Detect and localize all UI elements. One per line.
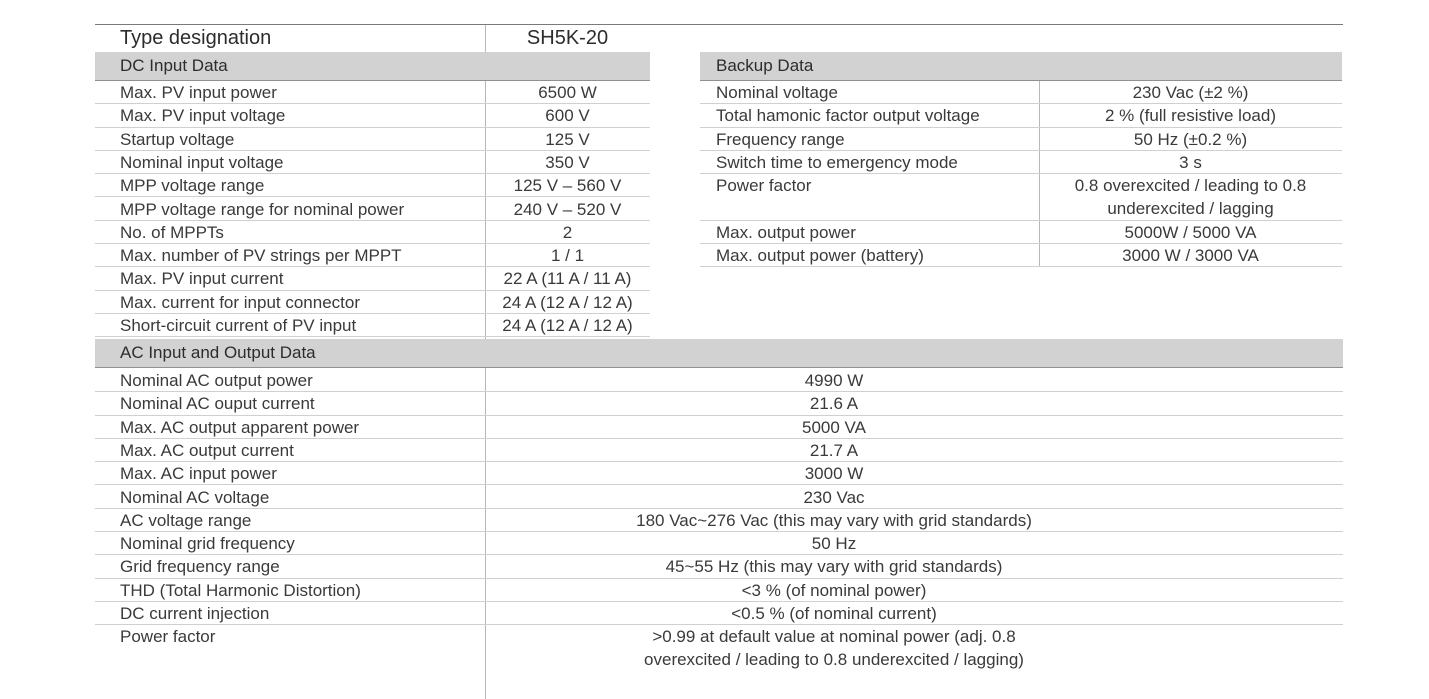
- dc-input-row: [95, 267, 650, 290]
- dc-input-row: [95, 221, 650, 244]
- ac-io-row: [95, 439, 1343, 462]
- dc-input-row-value: 125 V – 560 V: [513, 176, 622, 196]
- ac-io-row: [95, 462, 1343, 485]
- ac-io-row-label: THD (Total Harmonic Distortion): [120, 580, 361, 600]
- ac-io-row-label: Nominal grid frequency: [120, 534, 295, 554]
- backup-row-label: Max. output power: [716, 222, 856, 242]
- ac-io-row: [95, 416, 1343, 439]
- ac-io-row-label: AC voltage range: [120, 510, 252, 530]
- ac-io-section: [95, 339, 1343, 699]
- dc-input-row-value: 6500 W: [538, 83, 597, 102]
- dc-input-row: [95, 174, 650, 197]
- backup-row: [700, 221, 1342, 244]
- backup-row-value: [1039, 174, 1342, 220]
- ac-io-row-label: Nominal AC output power: [120, 371, 313, 390]
- ac-io-row-label: Max. AC output current: [120, 440, 294, 460]
- ac-io-row-value-line: >0.99 at default value at nominal power (adj. 0.8: [652, 627, 1016, 647]
- backup-row: [700, 244, 1342, 267]
- backup-header: [700, 52, 1342, 81]
- dc-input-row-label: MPP voltage range: [120, 176, 265, 196]
- ac-io-row-label: Max. AC output apparent power: [120, 417, 360, 437]
- backup-row-value: 50 Hz (±0.2 %): [1133, 129, 1248, 149]
- ac-io-row-label: Nominal AC ouput current: [120, 394, 315, 414]
- ac-io-row: [95, 369, 1343, 392]
- dc-input-row-label: Max. number of PV strings per MPPT: [120, 246, 402, 266]
- backup-row-label: Total hamonic factor output voltage: [716, 106, 980, 126]
- type-designation-row: [95, 25, 650, 52]
- ac-io-row-label: Max. AC input power: [120, 464, 277, 484]
- ac-io-row-value: 230 Vac: [803, 487, 865, 507]
- ac-io-row: [95, 579, 1343, 602]
- backup-row-value-line: 0.8 overexcited / leading to 0.8: [1074, 176, 1307, 196]
- backup-row-value: 230 Vac (±2 %): [1132, 83, 1249, 102]
- backup-row-value: 3 s: [1179, 152, 1202, 172]
- dc-input-row: [95, 314, 650, 337]
- type-designation-label: Type designation: [120, 27, 272, 49]
- dc-input-row: [95, 151, 650, 174]
- dc-input-row: [95, 81, 650, 104]
- dc-input-row-value: 350 V: [545, 152, 590, 172]
- backup-row-value: 2 % (full resistive load): [1104, 106, 1276, 126]
- ac-io-row: [95, 555, 1343, 578]
- ac-io-row-value: [485, 625, 1183, 671]
- type-designation-value: SH5K-20: [526, 27, 609, 49]
- dc-input-row-value: 24 A (12 A / 12 A): [502, 316, 633, 335]
- dc-input-row-value: 2: [562, 222, 573, 242]
- backup-header-label: Backup Data: [716, 56, 814, 75]
- dc-input-row-value: 22 A (11 A / 11 A): [503, 269, 632, 289]
- backup-row-value: 5000W / 5000 VA: [1124, 222, 1257, 242]
- backup-row: [700, 81, 1342, 104]
- ac-io-row-value: 180 Vac~276 Vac (this may vary with grid standards): [636, 510, 1032, 530]
- ac-io-row-label: Power factor: [120, 627, 216, 647]
- dc-input-header: [95, 52, 650, 81]
- ac-io-row-value: <0.5 % (of nominal current): [731, 604, 937, 623]
- backup-row: [700, 151, 1342, 174]
- dc-input-row: [95, 128, 650, 151]
- dc-input-row-value: 1 / 1: [550, 246, 585, 266]
- ac-io-row-label: Grid frequency range: [120, 557, 280, 577]
- ac-io-header: [95, 339, 1343, 368]
- ac-io-row-value: 21.6 A: [809, 394, 859, 414]
- ac-io-row: [95, 532, 1343, 555]
- ac-io-row-label: DC current injection: [120, 604, 270, 623]
- ac-io-row: [95, 625, 1343, 671]
- backup-row: [700, 174, 1342, 221]
- dc-input-row-label: Max. PV input power: [120, 83, 277, 102]
- backup-section: [700, 52, 1342, 268]
- ac-io-row: [95, 602, 1343, 625]
- dc-input-row: [95, 291, 650, 314]
- ac-io-row-label: Nominal AC voltage: [120, 487, 270, 507]
- dc-input-row: [95, 104, 650, 127]
- ac-io-row-value: 50 Hz: [811, 534, 857, 554]
- dc-input-row-label: Max. PV input current: [120, 269, 284, 289]
- backup-row-label: Nominal voltage: [716, 83, 838, 102]
- dc-input-row: [95, 198, 650, 221]
- dc-input-row-label: Short-circuit current of PV input: [120, 316, 357, 335]
- ac-io-row-value: 4990 W: [804, 371, 864, 390]
- ac-io-row-value: <3 % (of nominal power): [741, 580, 927, 600]
- dc-input-row-label: MPP voltage range for nominal power: [120, 199, 405, 219]
- dc-input-row-label: Startup voltage: [120, 129, 235, 149]
- ac-io-row-value-line: overexcited / leading to 0.8 underexcited / lagging): [644, 650, 1024, 670]
- dc-input-section: [95, 52, 650, 340]
- ac-io-header-label: AC Input and Output Data: [120, 343, 316, 362]
- dc-input-row-label: Nominal input voltage: [120, 152, 284, 172]
- backup-row: [700, 128, 1342, 151]
- backup-row-label: Switch time to emergency mode: [716, 152, 958, 172]
- ac-io-row: [95, 392, 1343, 415]
- ac-io-row-value: 45~55 Hz (this may vary with grid standards): [665, 557, 1003, 577]
- dc-input-row-value: 240 V – 520 V: [513, 199, 622, 219]
- dc-input-row: [95, 244, 650, 267]
- backup-row-label: Max. output power (battery): [716, 246, 924, 266]
- dc-input-row-label: Max. current for input connector: [120, 292, 361, 312]
- backup-row: [700, 104, 1342, 127]
- ac-io-row-value: 21.7 A: [809, 440, 859, 460]
- ac-io-row: [95, 509, 1343, 532]
- dc-input-row-label: Max. PV input voltage: [120, 106, 286, 126]
- ac-io-row-value: 3000 W: [804, 464, 864, 484]
- backup-row-value-line: underexcited / lagging: [1107, 199, 1274, 219]
- backup-row-label: Power factor: [716, 176, 812, 196]
- dc-input-row-value: 24 A (12 A / 12 A): [502, 292, 633, 312]
- dc-input-row-value: 600 V: [545, 106, 590, 126]
- dc-input-row-label: No. of MPPTs: [120, 222, 224, 242]
- dc-input-row-value: 125 V: [545, 129, 590, 149]
- ac-io-row: [95, 486, 1343, 509]
- dc-input-header-label: DC Input Data: [120, 56, 228, 75]
- backup-row-value: 3000 W / 3000 VA: [1122, 246, 1259, 266]
- backup-row-label: Frequency range: [716, 129, 845, 149]
- ac-io-row-value: 5000 VA: [802, 417, 866, 437]
